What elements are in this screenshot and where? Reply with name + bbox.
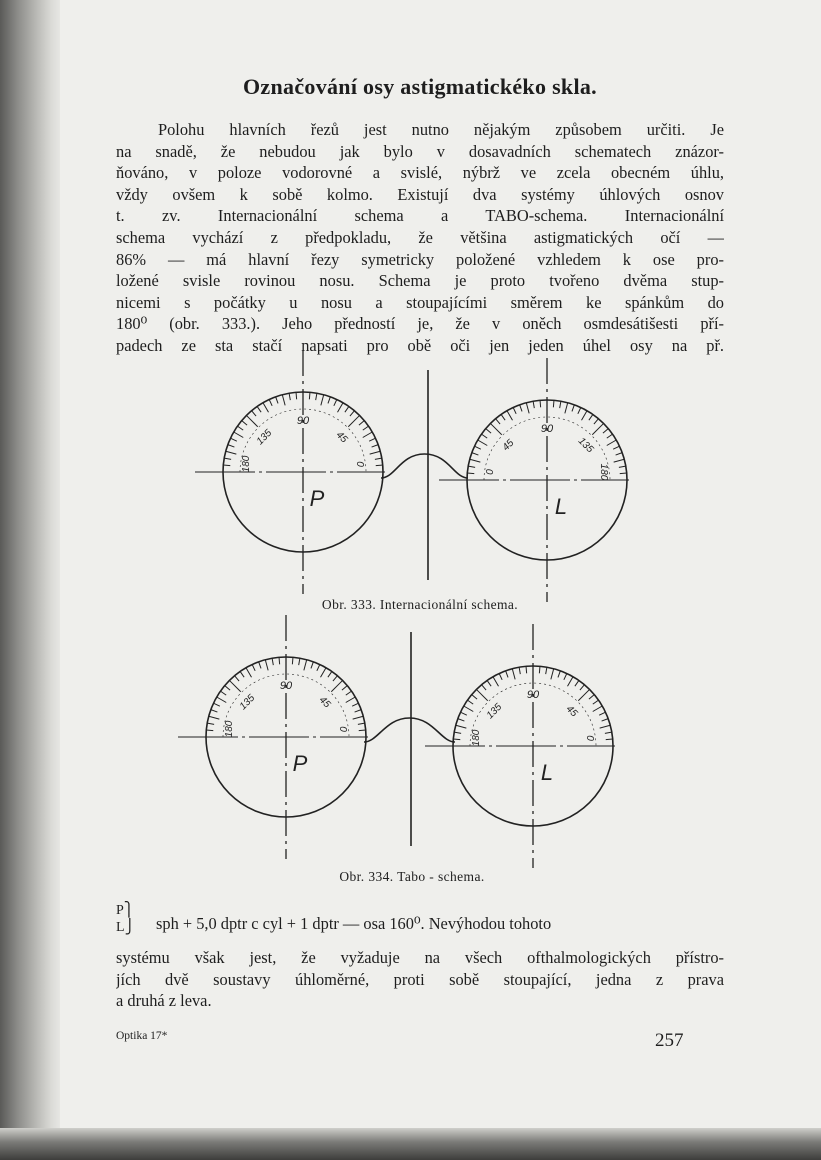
fig333-left-lens-tick [263, 403, 269, 413]
fig333-left-lens-tick [369, 438, 375, 441]
text-line: nicemi s počátky u nosu a stoupajícími směrem ke spánkům do [116, 292, 724, 312]
fig333-right-lens-tick [467, 473, 474, 474]
fig333-right-lens-tick [526, 403, 529, 414]
fig334-right-lens-tick [600, 725, 611, 728]
fig334-right-lens-tick [539, 666, 540, 673]
fig334-right-lens-tick [575, 680, 579, 686]
fig333-right-lens-tick [560, 401, 561, 408]
fig334-right-lens-eye-letter: L [540, 760, 554, 785]
fig333-left-lens-tick [224, 458, 231, 459]
fig333-left-lens-tick [276, 397, 278, 404]
fig333-right-lens-tick [501, 414, 505, 420]
fig333-right-lens-tick [481, 434, 487, 438]
fig333-right-lens-tick [607, 440, 617, 446]
fig334-left-lens-tick [225, 686, 230, 690]
fig333-left-lens-tick [328, 397, 330, 404]
fig334-right-lens-tick [493, 677, 499, 687]
fig333-right-lens-tick [572, 405, 574, 412]
fig334-left-lens-tick [353, 716, 364, 719]
fig334-right-lens-tick [606, 739, 613, 740]
fig333-right-lens-tick [607, 434, 613, 438]
fig333-right-lens-tick [540, 400, 541, 407]
fig333-left-lens-label-left: 180 [241, 455, 252, 473]
fig333-right-lens-tick [507, 411, 513, 421]
eye-bracket: P⎫ L⎭ [116, 903, 136, 935]
page-number: 257 [655, 1030, 684, 1051]
fig334-right-lens-tick [487, 680, 491, 686]
fig334-right-lens-tick [551, 669, 554, 680]
fig333-left-lens-tick [338, 403, 344, 413]
fig333-left-lens-label-90: 90 [296, 415, 310, 427]
fig333-right-lens-tick [478, 440, 488, 446]
fig333-right-lens-label-90: 90 [540, 423, 554, 435]
fig334-right-lens-tick [602, 719, 609, 721]
fig334-left-lens-tick [299, 658, 300, 665]
fig334-left-lens-tick [240, 671, 244, 677]
fig334-left-lens-tick [292, 657, 293, 664]
fig333-left-lens-eye-letter: P [309, 486, 325, 511]
fig333-left-lens-tick [372, 445, 379, 447]
fig333-left-lens-label-right: 0 [354, 461, 365, 467]
fig334-left-lens-label-90: 90 [279, 680, 293, 692]
fig334-right-lens-tick [558, 671, 560, 678]
fig334-left-lens-tick [342, 686, 347, 690]
fig333-right-lens-tick [533, 401, 534, 408]
fig333-left-lens-tick [376, 465, 383, 466]
fig334-left-lens-tick [220, 691, 226, 695]
fig334-left-lens-tick [355, 710, 362, 712]
fig333-left-lens-tick [296, 392, 297, 399]
fig333-left-lens-tick [350, 411, 354, 416]
fig334-left-lens-tick [259, 662, 261, 669]
fig334-left-lens-tick [358, 723, 365, 724]
fig334-left-lens-tick [213, 703, 219, 706]
text-line: 180⁰ (obr. 333.). Jeho předností je, že v oněch osmdesátišesti pří- [116, 314, 724, 334]
text-line: vždy ovšem k sobě kolmo. Existují dva systémy úhlových osnov [116, 184, 724, 204]
fig333-left-lens-tick [375, 458, 382, 459]
fig333-right-lens-tick [468, 466, 475, 467]
fig333-right-lens-tick [589, 414, 593, 420]
fig334-right-lens-tick [454, 732, 461, 733]
fig333-left-lens-tick [230, 438, 236, 441]
fig333-left-lens-tick [289, 393, 290, 400]
fig333-left-lens-tick [223, 465, 230, 466]
fig334-right-lens-tick [578, 689, 589, 700]
fig333-left-lens-tick [359, 421, 364, 425]
fig333-left-lens-tick [321, 395, 324, 406]
fig333-left-lens-tick [345, 406, 349, 412]
fig333-right-lens-tick [594, 419, 598, 424]
fig333-right-lens-tick [616, 453, 623, 455]
fig333-right-lens-tick [620, 473, 627, 474]
fig333-right-lens-tick [472, 453, 479, 455]
fig333-left-lens-tick [242, 421, 247, 425]
fig334-left-lens-tick [209, 716, 220, 719]
fig333-left-lens-tick [234, 432, 244, 438]
fig333-right-lens-tick [592, 423, 603, 434]
text-line: Polohu hlavních řezů jest nutno nějakým způsobem určiti. Je [158, 120, 724, 139]
fig333-left-lens-tick [226, 451, 237, 454]
fig333-right-lens-tick [496, 419, 500, 424]
fig334-right-lens-tick [460, 712, 466, 715]
fig334-right-lens-tick [453, 739, 460, 740]
fig334-right-lens-tick [564, 673, 567, 679]
fig334-left-lens-tick [346, 697, 356, 703]
fig333-left-lens-tick [316, 393, 317, 400]
fig334-left-lens-tick [328, 671, 332, 677]
fig334-right-lens-tick [476, 689, 487, 700]
fig333-right-lens-tick [490, 423, 501, 434]
bracket-top-letter: P [116, 903, 124, 918]
page-title: Označování osy astigmatickéko skla. [243, 74, 597, 99]
fig333-left-lens-tick [334, 399, 337, 405]
figure-334-caption: Obr. 334. Tabo - schema. [339, 869, 485, 884]
fig334-left-lens-tick [304, 660, 307, 671]
text-line: ložené svisle rovinou nosu. Schema je proto tvořeno dvěma stup- [116, 271, 724, 291]
fig333-right-lens-label-upper-left: 45 [500, 437, 517, 454]
fig334-right-lens-label-right: 0 [584, 735, 595, 741]
fig333-right-lens-tick [520, 405, 522, 412]
fig334-right-lens-tick [526, 666, 527, 673]
fig333-right-lens-tick [474, 446, 480, 449]
fig334-left-lens-tick [333, 676, 337, 681]
fig334-right-lens-tick [464, 706, 474, 712]
fig333-right-lens-tick [578, 407, 581, 413]
fig334-right-lens-tick [568, 677, 574, 687]
fig334-right-lens-tick [593, 706, 603, 712]
text-line: a druhá z leva. [116, 991, 212, 1011]
fig334-left-lens-tick [331, 680, 342, 691]
fig334-right-lens-tick [580, 685, 584, 690]
fig334-right-lens-tick [467, 700, 473, 704]
fig334-right-lens-tick [472, 695, 477, 699]
text-line: padech ze sta stačí napsati pro obě oči jen jeden úhel osy na př. [116, 335, 724, 355]
page-bottom-shadow [0, 1128, 821, 1160]
fig334-right-lens-tick [599, 712, 605, 715]
fig334-left-lens-tick [246, 668, 252, 678]
fig334-left-lens-tick [317, 664, 320, 670]
fig333-right-lens-tick [513, 407, 516, 413]
fig334-left-lens-tick [359, 730, 366, 731]
fig333-left-lens-tick [237, 426, 243, 430]
fig334-right-lens-tick [512, 669, 515, 680]
fig334-right-lens-tick [546, 667, 547, 674]
fig333-right-lens-tick [553, 400, 554, 407]
fig334-right-lens-tick [605, 732, 612, 733]
fig333-left-lens-tick [257, 406, 261, 412]
bracket-bottom-letter: L [116, 920, 125, 935]
fig333-left-lens-label-upper-right: 45 [333, 429, 350, 446]
fig334-right-lens-label-left: 180 [471, 729, 482, 747]
text-line: schema vychází z předpokladu, že většina astigmatických očí — [116, 227, 724, 247]
text-line: 86% — má hlavní řezy symetricky položené vzhledem k ose pro- [116, 249, 724, 269]
fig333-right-lens-tick [603, 429, 608, 433]
fig333-right-lens-tick [486, 429, 491, 433]
fig333-right-lens-tick [619, 466, 626, 467]
fig334-right-lens-tick [482, 685, 486, 690]
fig334-left-lens-label-right: 0 [337, 726, 348, 732]
fig334-right-lens-tick [456, 725, 467, 728]
fig333-right-lens-label-left: 0 [485, 469, 496, 475]
fig334-left-lens-tick [279, 657, 280, 664]
fig333-right-lens-tick [582, 411, 588, 421]
fig333-right-lens-eye-letter: L [554, 494, 568, 519]
fig334-right-lens-tick [593, 700, 599, 704]
fig334-left-lens-label-upper-left: 135 [237, 692, 258, 713]
footer-signature: Optika 17* [116, 1030, 168, 1042]
fig334-right-lens-tick [589, 695, 594, 699]
fig333-right-lens-tick [470, 459, 481, 462]
fig334-right-lens-tick [506, 671, 508, 678]
paragraph-2 [116, 947, 724, 1012]
figure-333-caption: Obr. 333. Internacionální schema. [321, 597, 519, 612]
fig334-right-lens-label-upper-left: 135 [484, 701, 505, 722]
fig334-right-lens-tick [458, 719, 465, 721]
fig334-left-lens-tick [229, 680, 240, 691]
fig333-left-lens-tick [309, 392, 310, 399]
fig334-right-lens-tick [499, 673, 502, 679]
fig333-right-lens-label-right: 180 [598, 463, 609, 481]
fig334-left-lens-label-left: 180 [224, 720, 235, 738]
fig334-left-lens-tick [235, 676, 239, 681]
text-line: t. zv. Internacionální schema a TABO-schema. Internacionální [116, 206, 724, 226]
fig334-left-lens-tick [346, 691, 352, 695]
fig334-right-lens-label-upper-right: 45 [563, 703, 580, 720]
fig333-left-lens-label-upper-left: 135 [254, 427, 275, 448]
fig333-left-lens-tick [370, 451, 381, 454]
fig333-left-lens-tick [228, 445, 235, 447]
fig334-right-lens-label-90: 90 [526, 689, 540, 701]
fig333-left-lens-tick [363, 426, 369, 430]
fig334-left-lens-tick [352, 703, 358, 706]
fig334-left-lens-tick [206, 730, 213, 731]
fig334-left-lens-tick [207, 723, 214, 724]
fig334-left-lens-tick [265, 660, 268, 671]
text-line: systému však jest, že vyžaduje na všech ofthalmologických přístro- [116, 948, 724, 967]
fig333-bridge [381, 454, 468, 478]
fig333-left-lens-tick [348, 415, 359, 426]
fig333-left-lens-tick [282, 395, 285, 406]
text-line: na snadě, že nebudou jak bylo v dosavadních schematech znázor- [116, 141, 724, 161]
fig333-left-lens-tick [246, 415, 257, 426]
fig333-right-lens-tick [613, 446, 619, 449]
text-line: jích dvě soustavy úhloměrné, proti sobě stoupající, jedna z prava [116, 969, 724, 989]
fig334-left-lens-tick [321, 668, 327, 678]
fig334-left-lens-tick [272, 658, 273, 665]
fig334-right-lens-tick [519, 667, 520, 674]
fig333-left-lens-tick [363, 432, 373, 438]
fig334-left-lens-label-upper-right: 45 [316, 694, 333, 711]
fig334-bridge [364, 718, 455, 742]
fig334-left-lens-tick [311, 662, 313, 669]
fig333-left-lens-tick [269, 399, 272, 405]
fig334-left-lens-tick [211, 710, 218, 712]
formula-text: sph + 5,0 dptr c cyl + 1 dptr — osa 160⁰. Nevýhodou tohoto [156, 914, 552, 933]
fig333-right-lens-tick [565, 403, 568, 414]
fig333-right-lens-label-upper-right: 135 [575, 435, 596, 456]
text-line: ňováno, v poloze vodorovné a svislé, nýbrž ve zcela obecném úhlu, [116, 163, 724, 183]
fig334-left-lens-eye-letter: P [292, 751, 308, 776]
fig334-left-lens-tick [252, 664, 255, 670]
fig334-left-lens-tick [217, 697, 227, 703]
fig333-left-lens-tick [252, 411, 256, 416]
fig333-right-lens-tick [614, 459, 625, 462]
